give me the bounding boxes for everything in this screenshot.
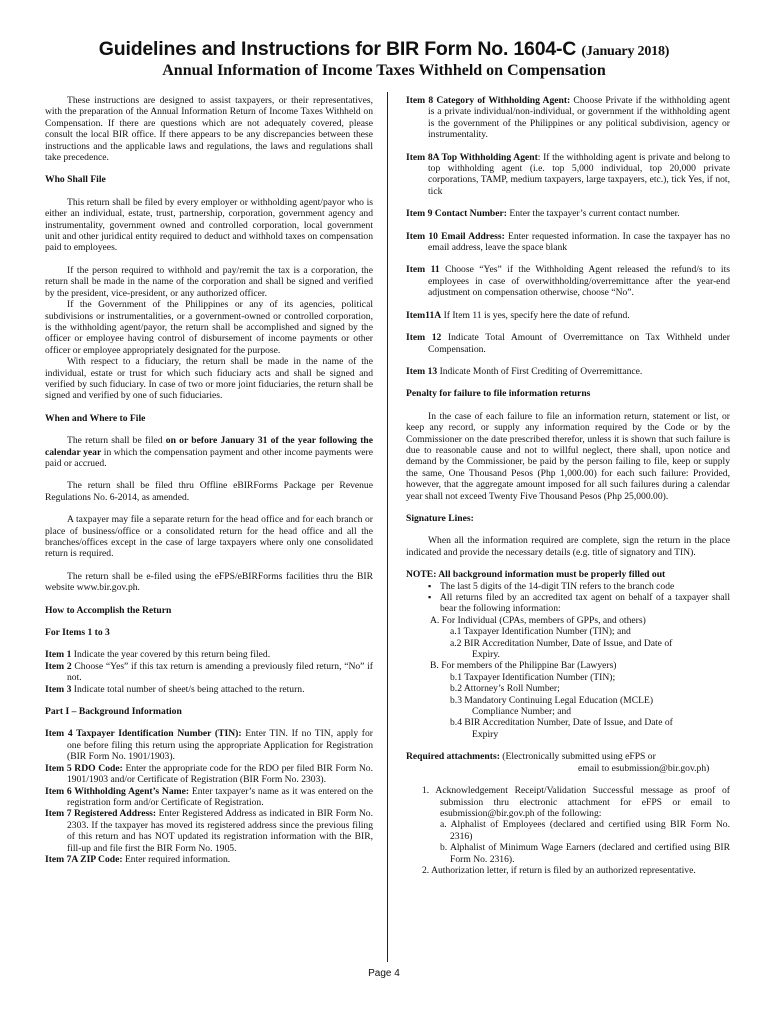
item-1: Item 1 Indicate the year covered by this return being filed. [45,649,271,661]
item-11a: Item11A If Item 11 is yes, specify here the date of refund. [406,309,630,321]
note-bullet-1: ▪ The last 5 digits of the 14-digit TIN refers to the branch code [440,581,730,592]
item-13: Item 13 Indicate Month of First Crediting of Overremittance. [406,365,643,377]
note-bullet-2: ▪ All returns filed by an accredited tax agent on behalf of a taxpayer shall bear the following information: [440,592,730,615]
note-a1: a.1 Taxpayer Identification Number (TIN); and [450,626,631,638]
column-divider [387,92,388,962]
who-paragraph-3: If the Government of the Philippines or any of its agencies, political subdivisions or instrumentalities, or a government-owned or controlled corporation, is the withholding agent/payor, the return shall be accomplished and signed by the officer or employee having control of disbursement of income payments or other officer or employee appropriately designated for the purpose. [45,299,373,356]
required-attachments-cont: email to esubmission@bir.gov.ph) [578,762,710,774]
document-subtitle: Annual Information of Income Taxes Withheld on Compensation [162,62,606,79]
item-11: Item 11 Choose “Yes” if the Withholding Agent released the refund/s to its employees in case of overwithholding/overremittance after the year-end adjustment on compensation otherwise, choose “No”. [406,264,730,299]
when-paragraph-4: The return shall be e-filed using the eFPS/eBIRForms facilities thru the BIR website www.bir.gov.ph. [45,570,373,594]
item-6: Item 6 Withholding Agent’s Name: Enter taxpayer’s name as it was entered on the registration form and/or Certificate of Registration. [45,785,373,808]
item-8: Item 8 Category of Withholding Agent: Choose Private if the withholding agent is a private individual/non-individual, or government if the withholding agent is the government of the Philippines or any political subdivision, agency or instrumentality. [406,95,731,141]
item-3: Item 3 Indicate total number of sheet/s being attached to the return. [45,683,305,695]
note-b4: b.4 BIR Accreditation Number, Date of Issue, and Date of [450,717,673,729]
how-to-accomplish-heading: How to Accomplish the Return [45,604,172,616]
item-4: Item 4 Taxpayer Identification Number (TIN): Enter TIN. If no TIN, apply for one before filing this return using the appropriate Application for Registration (BIR Form No. 1901/1903). [45,728,373,763]
penalty-paragraph: In the case of each failure to file an information return, statement or list, or keep any record, or supply any information required by the Code or by the Commissioner on the date prescribed therefor, unless it is shown that such failure is due to reasonable cause and not to willful neglect, there shall, upon notice and demand by the Commissioner, be paid by the person failing to file, keep or supply the same, One Thousand Pesos (Php 1,000.00) for each such failure: Provided, however, that the aggregate amount imposed for all such failures during a calendar year shall not exceed Twenty Five Thousand Pesos (Php 25,000.00). [406,410,730,502]
who-paragraph-1: This return shall be filed by every employer or withholding agent/payor who is either an individual, estate, trust, partnership, corporation, government agency and instrumentality, government owned and controlled corporation, local government unit and other juridical entity required to deduct and withhold taxes on compensation paid to employees. [45,196,373,254]
who-shall-file-heading: Who Shall File [45,174,106,186]
note-a2: a.2 BIR Accreditation Number, Date of Issue, and Date of [450,637,673,649]
intro-paragraph: These instructions are designed to assist taxpayers, or their representatives, with the preparation of the Annual Information Return of Income Taxes Withheld on Compensation. If there are questions which are not adequately covered, please consult the local BIR office. If there appears to be any discrepancies between these instructions and the applicable laws and regulations, the laws and regulations shall take precedence. [45,95,373,164]
required-attachments: Required attachments: (Electronically submitted using eFPS or [406,751,656,763]
item-9: Item 9 Contact Number: Enter the taxpayer’s current contact number. [406,208,680,220]
note-lawyers: B. For members of the Philippine Bar (Lawyers) [430,660,617,672]
note-b3-cont: Compliance Number; and [472,706,572,718]
attachment-1b: b. Alphalist of Minimum Wage Earners (declared and certified using BIR Form No. 2316). [440,842,730,865]
who-paragraph-2: If the person required to withhold and pay/remit the tax is a corporation, the return shall be made in the name of the corporation and shall be signed and verified by the president, vice-president, or any authorized officer. [45,264,373,299]
item-2: Item 2 Choose “Yes” if this tax return is amending a previously filed return, “No” if not. [45,660,373,684]
item-7a: Item 7A ZIP Code: Enter required information. [45,853,231,865]
note-a2-cont: Expiry. [472,649,500,661]
note-individual: A. For Individual (CPAs, members of GPPs, and others) [430,614,646,626]
when-where-heading: When and Where to File [45,412,146,424]
items-1-3-heading: For Items 1 to 3 [45,627,110,639]
item-7: Item 7 Registered Address: Enter Registered Address as indicated in BIR Form No. 2303. If the taxpayer has moved its registered address since the previous filing of this return and has NOT updated its registration information with the BIR, fill-up and file first the BIR Form No. 1905. [45,808,374,854]
item-5: Item 5 RDO Code: Enter the appropriate code for the RDO per filed BIR Form No. 1901/1903 and/or Certificate of Registration (BIR Form No. 2303). [45,762,373,786]
signature-paragraph: When all the information required are complete, sign the return in the place indicated and provide the necessary details (e.g. title of signatory and TIN). [406,535,730,558]
note-b4-cont: Expiry [472,728,499,740]
title-text: Guidelines and Instructions for BIR Form No. 1604-C [98,38,577,60]
attachment-1a: a. Alphalist of Employees (declared and certified using BIR Form No. 2316) [440,819,730,842]
item-8a: Item 8A Top Withholding Agent: If the withholding agent is private and belong to top withholding agent (i.e. top 5,000 individual, top 20,000 private corporations, TAMP, medium taxpayers, large taxpayers, etc.), tick Yes, if not, tick [406,151,730,197]
note-heading: NOTE: All background information must be properly filled out [406,569,666,581]
attachment-2: 2. Authorization letter, if return is filed by an authorized representative. [422,864,696,876]
item-10: Item 10 Email Address: Enter requested information. In case the taxpayer has no email address, leave the space blank [406,230,730,254]
penalty-heading: Penalty for failure to file information returns [406,388,591,400]
right-column [406,95,730,876]
attachment-1: 1. Acknowledgement Receipt/Validation Successful message as proof of submission thru electronic attachment for eFPS or email to esubmission@bir.gov.ph of the following: [422,785,730,819]
signature-lines-heading: Signature Lines: [406,512,474,524]
note-bullets [406,581,730,615]
when-paragraph-3: A taxpayer may file a separate return for the head office and for each branch or place of business/office or a consolidated return for the head office and all the branches/offices except in the case of large taxpayers where only one consolidated return is required. [45,514,373,560]
document-title [0,38,768,61]
item-12: Item 12 Indicate Total Amount of Overremittance on Tax Withheld under Compensation. [406,332,730,355]
note-b2: b.2 Attorney’s Roll Number; [450,683,560,695]
when-paragraph-2: The return shall be filed thru Offline eBIRForms Package per Revenue Regulations No. 6-2014, as amended. [45,480,373,503]
note-b1: b.1 Taxpayer Identification Number (TIN); [450,671,616,683]
when-paragraph-1: The return shall be filed on or before January 31 of the year following the calendar year in which the compensation payment and other income payments were paid or accrued. [45,435,373,469]
page-number: Page 4 [368,968,400,979]
left-column [45,95,373,865]
who-paragraph-4: With respect to a fiduciary, the return shall be made in the name of the individual, estate or trust for which such fiduciary acts and shall be signed and verified by such fiduciary. In case of two or more joint fiduciaries, the return shall be signed and verified by one of such fiduciaries. [45,356,373,402]
note-b3: b.3 Mandatory Continuing Legal Education (MCLE) [450,694,654,706]
title-date: (January 2018) [581,44,670,59]
part-1-heading: Part I – Background Information [45,706,182,718]
